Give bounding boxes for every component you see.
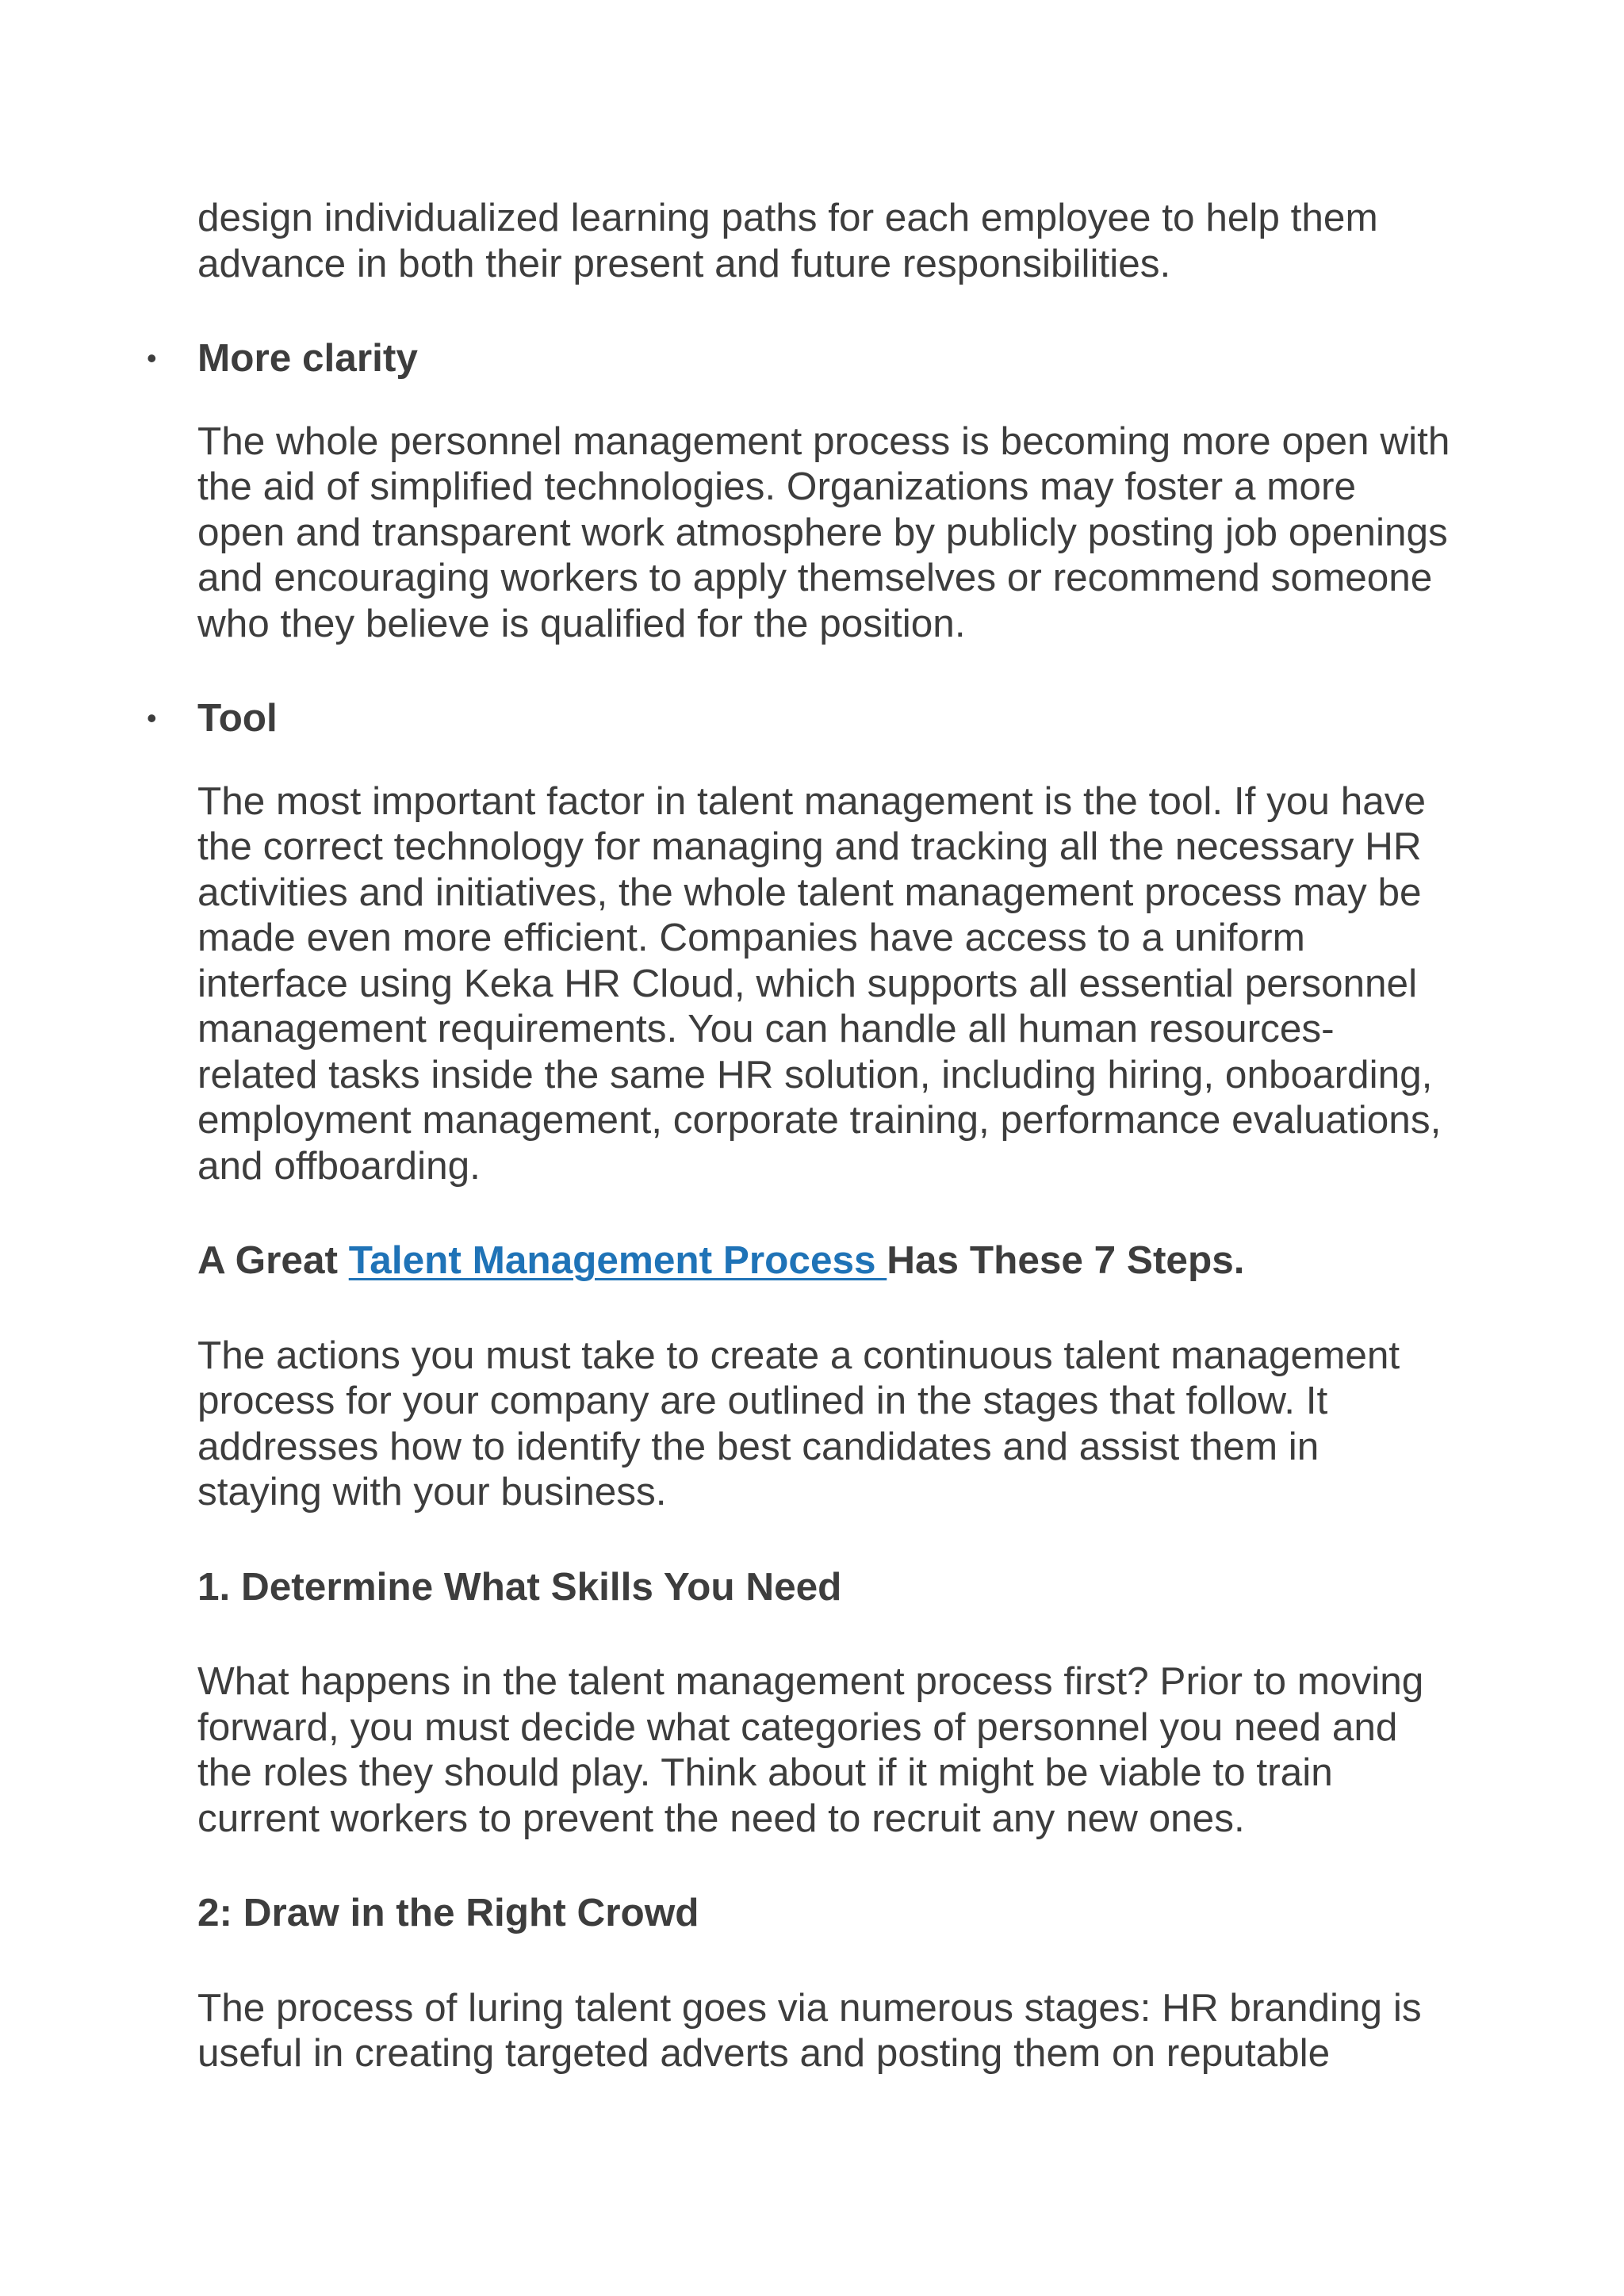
document-content (147, 195, 1450, 2126)
bullet-heading-clarity (147, 335, 1450, 381)
step2-heading: 2: Draw in the Right Crowd (197, 1891, 699, 1934)
intro-paragraph: design individualized learning paths for each employee to help them advance in both their present and future responsibilities. (197, 196, 1378, 285)
step2-paragraph: The process of luring talent goes via numerous stages: HR branding is useful in creating targeted adverts and posting them on reputable (197, 1985, 1422, 2075)
step1-paragraph: What happens in the talent management process first? Prior to moving forward, you must decide what categories of personnel you need and the roles they should play. Think about if it might be viable to train current workers to prevent the need to recruit any new ones. (197, 1659, 1424, 1840)
steps-heading-suffix: Has These 7 Steps. (887, 1238, 1245, 1282)
talent-management-process-link[interactable]: Talent Management Process (348, 1238, 887, 1282)
bullet-icon: • (147, 342, 157, 374)
steps-heading-prefix: A Great (197, 1238, 349, 1282)
tool-paragraph: The most important factor in talent management is the tool. If you have the correct technology for managing and tracking all the necessary HR activities and initiatives, the whole talent management process may be made even more efficient. Companies have access to a uniform interface using Keka HR Cloud, which supports all essential personnel management requirements. You can handle all human resources-related tasks inside the same HR solution, including hiring, onboarding, employment management, corporate training, performance evaluations, and offboarding. (197, 779, 1442, 1188)
tool-heading-text: Tool (197, 696, 278, 740)
clarity-paragraph: The whole personnel management process is becoming more open with the aid of simplified technologies. Organizations may foster a more open and transparent work atmosphere by publicly posting job openings and encouraging workers to apply themselves or recommend someone who they believe is qualified for the position. (197, 419, 1450, 645)
steps-intro-paragraph: The actions you must take to create a continuous talent management process for your company are outlined in the stages that follow. It addresses how to identify the best candidates and assist them in staying with your business. (197, 1333, 1400, 1513)
bullet-heading-tool (147, 695, 1450, 741)
step1-heading: 1. Determine What Skills You Need (197, 1564, 842, 1609)
steps-heading (197, 1238, 1450, 1284)
clarity-heading-text: More clarity (197, 336, 418, 380)
bullet-icon: • (147, 702, 157, 734)
